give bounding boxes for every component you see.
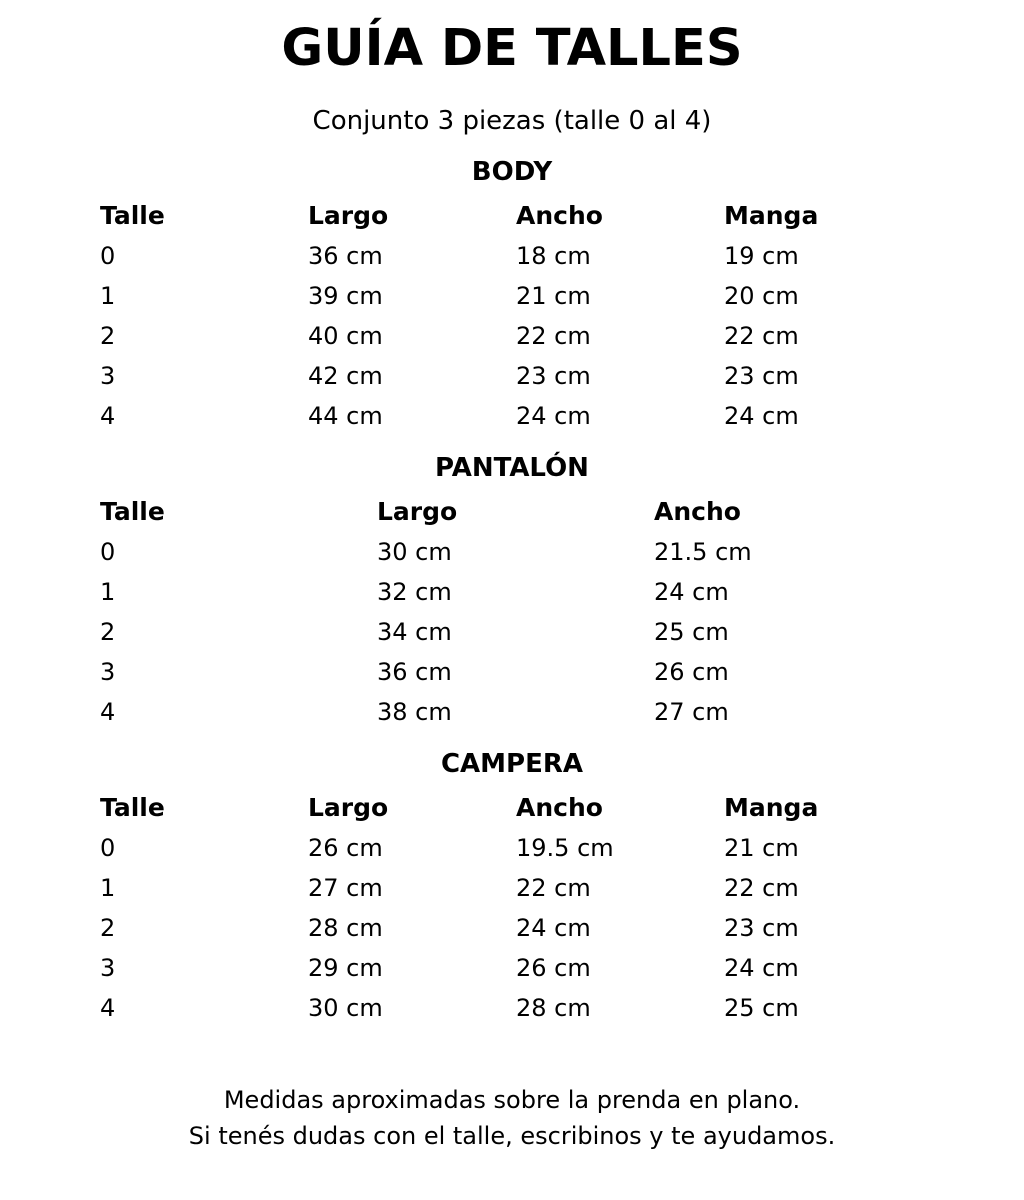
- table-cell: 18 cm: [516, 242, 591, 270]
- table-cell: 24 cm: [654, 578, 729, 606]
- table-cell: 42 cm: [308, 362, 383, 390]
- column-header: Talle: [100, 497, 165, 526]
- table-cell: 21.5 cm: [654, 538, 752, 566]
- table-cell: 2: [100, 618, 116, 646]
- table-cell: 38 cm: [377, 698, 452, 726]
- table-cell: 22 cm: [516, 322, 591, 350]
- table-cell: 27 cm: [308, 874, 383, 902]
- table-cell: 26 cm: [654, 658, 729, 686]
- table-cell: 28 cm: [516, 994, 591, 1022]
- table-cell: 22 cm: [724, 874, 799, 902]
- table-cell: 21 cm: [724, 834, 799, 862]
- page-subtitle: Conjunto 3 piezas (talle 0 al 4): [312, 106, 712, 136]
- table-row: [100, 532, 932, 572]
- table-row: [100, 988, 932, 1028]
- table-row: [100, 828, 932, 868]
- column-header: Largo: [308, 793, 389, 822]
- body-section: [100, 156, 932, 436]
- table-cell: 44 cm: [308, 402, 383, 430]
- table-cell: 23 cm: [516, 362, 591, 390]
- table-cell: 26 cm: [308, 834, 383, 862]
- column-header: Manga: [724, 793, 819, 822]
- table-cell: 1: [100, 282, 116, 310]
- table-cell: 19 cm: [724, 242, 799, 270]
- table-row: [100, 276, 932, 316]
- table-cell: 32 cm: [377, 578, 452, 606]
- table-cell: 34 cm: [377, 618, 452, 646]
- column-header: Ancho: [654, 497, 741, 526]
- table-cell: 25 cm: [724, 994, 799, 1022]
- table-row: [100, 652, 932, 692]
- column-header: Ancho: [516, 201, 603, 230]
- pantalon-section: [100, 452, 932, 732]
- table-cell: 0: [100, 538, 116, 566]
- table-cell: 28 cm: [308, 914, 383, 942]
- table-cell: 4: [100, 402, 116, 430]
- column-header: Talle: [100, 201, 165, 230]
- column-header: Ancho: [516, 793, 603, 822]
- table-cell: 3: [100, 658, 116, 686]
- table-cell: 27 cm: [654, 698, 729, 726]
- table-header-row: [100, 788, 932, 828]
- table-header-row: [100, 196, 932, 236]
- table-header-row: [100, 492, 932, 532]
- footer-line-1: Medidas aproximadas sobre la prenda en plano.: [223, 1086, 801, 1114]
- table-cell: 3: [100, 362, 116, 390]
- table-cell: 25 cm: [654, 618, 729, 646]
- table-cell: 40 cm: [308, 322, 383, 350]
- table-cell: 24 cm: [516, 914, 591, 942]
- table-row: [100, 316, 932, 356]
- table-cell: 30 cm: [308, 994, 383, 1022]
- table-cell: 23 cm: [724, 362, 799, 390]
- table-cell: 2: [100, 322, 116, 350]
- column-header: Largo: [377, 497, 458, 526]
- table-cell: 29 cm: [308, 954, 383, 982]
- column-header: Manga: [724, 201, 819, 230]
- table-cell: 3: [100, 954, 116, 982]
- table-cell: 24 cm: [516, 402, 591, 430]
- table-cell: 23 cm: [724, 914, 799, 942]
- column-header: Largo: [308, 201, 389, 230]
- campera-section: [100, 748, 932, 1028]
- table-cell: 0: [100, 834, 116, 862]
- table-row: [100, 612, 932, 652]
- table-cell: 39 cm: [308, 282, 383, 310]
- table-cell: 21 cm: [516, 282, 591, 310]
- table-cell: 24 cm: [724, 954, 799, 982]
- section-title: CAMPERA: [440, 749, 584, 779]
- table-row: [100, 356, 932, 396]
- table-cell: 30 cm: [377, 538, 452, 566]
- table-cell: 4: [100, 994, 116, 1022]
- table-row: [100, 572, 932, 612]
- footer-line-2: Si tenés dudas con el talle, escribinos y te ayudamos.: [188, 1122, 836, 1150]
- table-row: [100, 692, 932, 732]
- section-title: PANTALÓN: [435, 453, 589, 483]
- table-cell: 20 cm: [724, 282, 799, 310]
- table-cell: 19.5 cm: [516, 834, 614, 862]
- table-row: [100, 868, 932, 908]
- table-cell: 22 cm: [516, 874, 591, 902]
- table-cell: 24 cm: [724, 402, 799, 430]
- table-cell: 26 cm: [516, 954, 591, 982]
- table-cell: 1: [100, 874, 116, 902]
- table-row: [100, 236, 932, 276]
- table-row: [100, 396, 932, 436]
- column-header: Talle: [100, 793, 165, 822]
- page-title: GUÍA DE TALLES: [281, 19, 743, 78]
- table-row: [100, 948, 932, 988]
- table-cell: 36 cm: [377, 658, 452, 686]
- table-cell: 4: [100, 698, 116, 726]
- table-cell: 22 cm: [724, 322, 799, 350]
- table-cell: 1: [100, 578, 116, 606]
- table-cell: 2: [100, 914, 116, 942]
- table-cell: 36 cm: [308, 242, 383, 270]
- footer-note: [0, 1082, 1024, 1154]
- table-cell: 0: [100, 242, 116, 270]
- table-row: [100, 908, 932, 948]
- section-title: BODY: [471, 157, 553, 187]
